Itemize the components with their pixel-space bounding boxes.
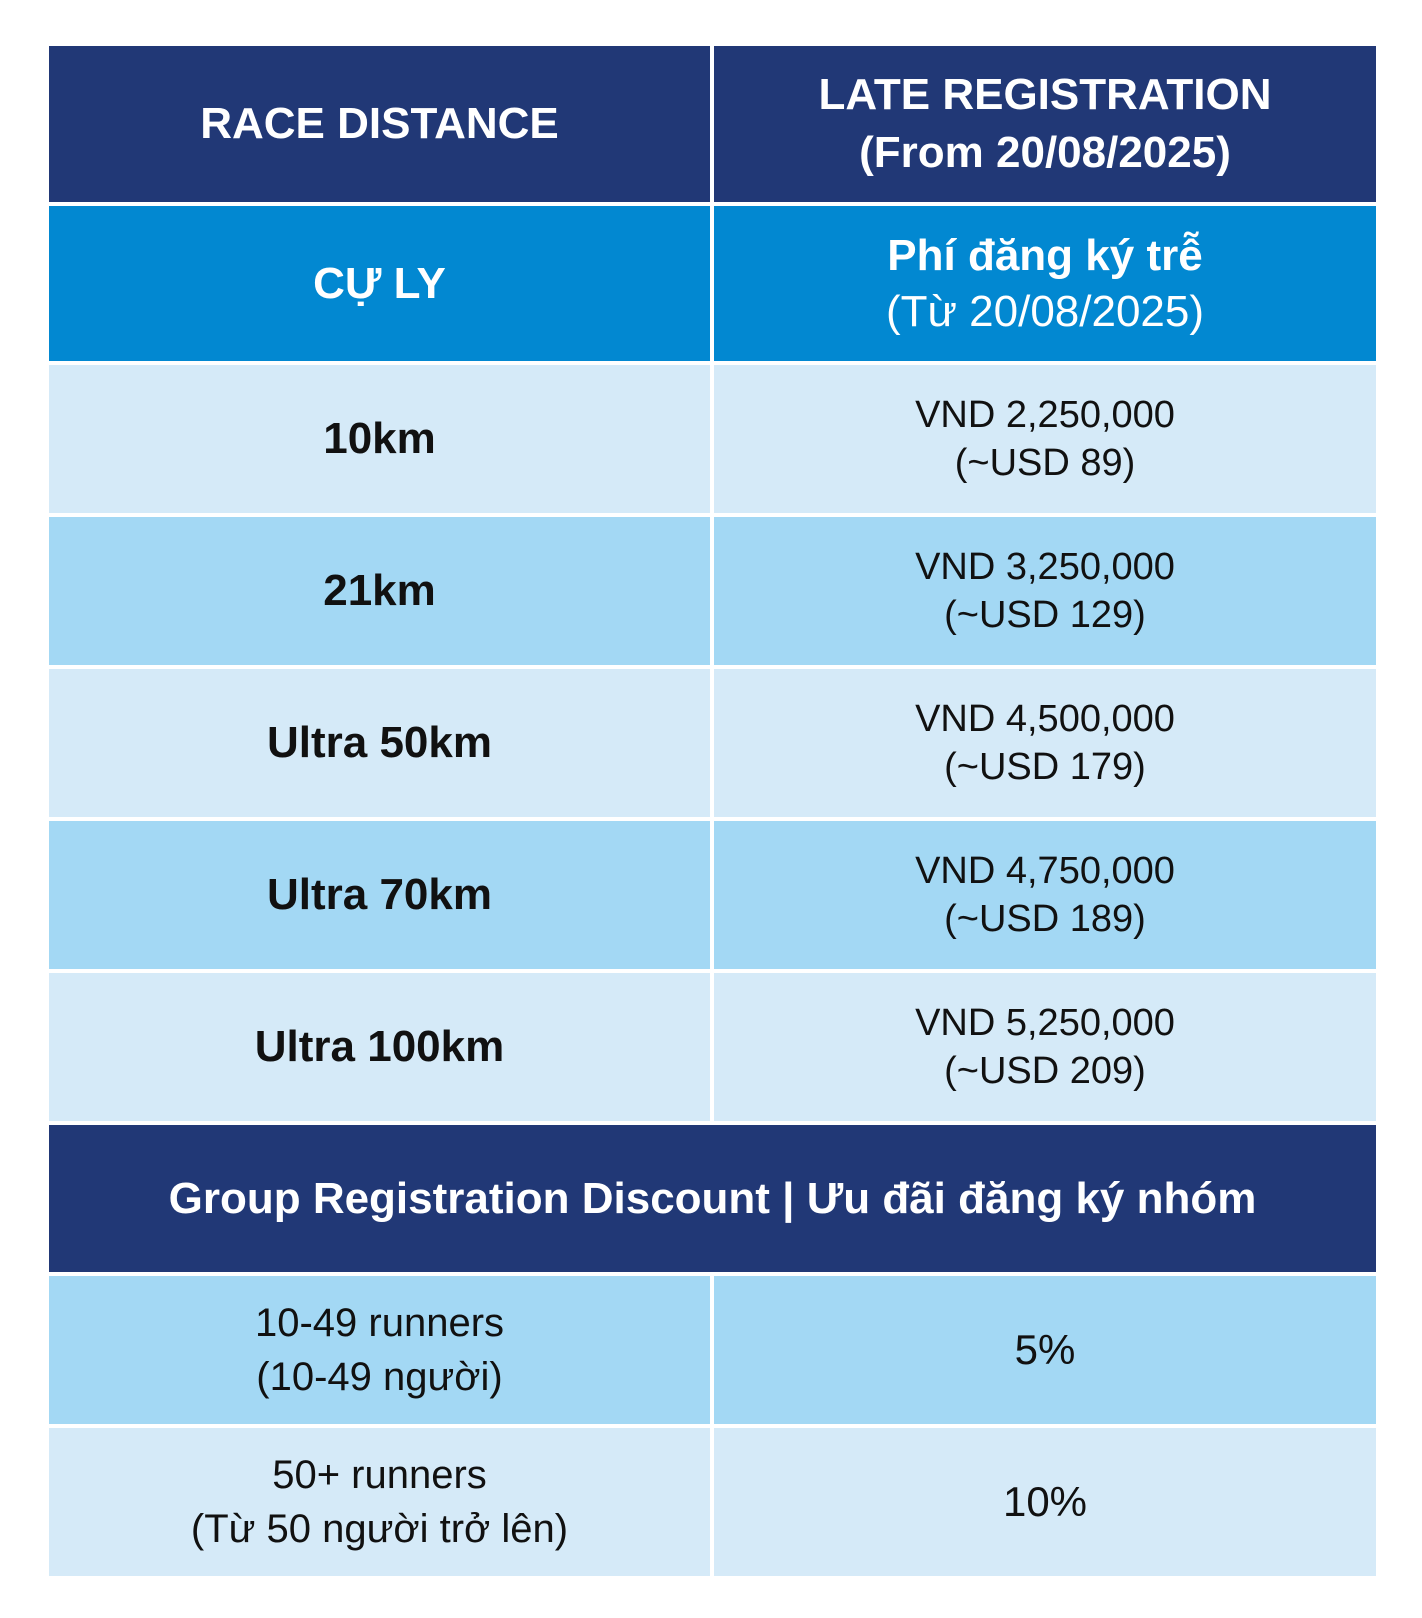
header-late-registration (714, 46, 1376, 202)
header-race-distance-text: RACE DISTANCE (200, 99, 559, 148)
price-cell (714, 973, 1376, 1121)
group-discount-header-row (49, 1125, 1376, 1272)
group-discount-title-cell (49, 1125, 1376, 1272)
price-cell (714, 669, 1376, 817)
group-tier-cell (49, 1276, 710, 1424)
price-usd: (~USD 129) (944, 594, 1146, 636)
table-row (49, 1276, 1376, 1424)
price-vnd: VND 3,250,000 (915, 546, 1175, 588)
price-cell (714, 821, 1376, 969)
distance-cell (49, 669, 710, 817)
distance-label: 21km (323, 566, 436, 615)
header-late-registration-date: (From 20/08/2025) (859, 128, 1231, 177)
price-vnd: VND 4,500,000 (915, 698, 1175, 740)
distance-label: Ultra 100km (254, 1022, 505, 1071)
price-cell (714, 365, 1376, 513)
table-row (49, 669, 1376, 817)
group-discount-cell (714, 1428, 1376, 1576)
distance-cell (49, 821, 710, 969)
group-discount-value: 10% (1002, 1478, 1088, 1525)
distance-label: 10km (323, 414, 436, 463)
group-tier-label-en: 10-49 runners (254, 1301, 505, 1345)
group-discount-value: 5% (1014, 1326, 1076, 1373)
price-usd: (~USD 89) (954, 442, 1136, 484)
header-late-registration-title: LATE REGISTRATION (818, 70, 1272, 119)
distance-label: Ultra 70km (266, 870, 492, 919)
distance-cell (49, 517, 710, 665)
group-discount-title: Group Registration Discount | Ưu đãi đăng ký nhóm (168, 1173, 1257, 1223)
price-vnd: VND 5,250,000 (915, 1002, 1175, 1044)
header-phi-dang-ky-tre (714, 206, 1376, 361)
table-row (49, 365, 1376, 513)
table-row (49, 1428, 1376, 1576)
distance-cell (49, 973, 710, 1121)
header-cu-ly-text: CỰ LY (313, 258, 446, 308)
header-race-distance (49, 46, 710, 202)
group-tier-label-en: 50+ runners (272, 1453, 487, 1497)
header-row-vietnamese (49, 206, 1376, 361)
header-phi-dang-ky-tre-title: Phí đăng ký trễ (887, 230, 1203, 280)
group-tier-label-vi: (10-49 người) (256, 1355, 503, 1399)
price-usd: (~USD 179) (944, 746, 1146, 788)
group-tier-cell (49, 1428, 710, 1576)
price-usd: (~USD 209) (944, 1050, 1146, 1092)
distance-cell (49, 365, 710, 513)
price-usd: (~USD 189) (944, 898, 1146, 940)
header-phi-dang-ky-tre-date: (Từ 20/08/2025) (885, 286, 1205, 336)
group-tier-label-vi: (Từ 50 người trở lên) (190, 1507, 569, 1551)
table-row (49, 821, 1376, 969)
price-cell (714, 517, 1376, 665)
header-row-english (49, 46, 1376, 202)
price-vnd: VND 2,250,000 (915, 394, 1175, 436)
table-row (49, 973, 1376, 1121)
late-registration-table (49, 46, 1376, 1580)
table-row (49, 517, 1376, 665)
group-discount-cell (714, 1276, 1376, 1424)
distance-label: Ultra 50km (266, 718, 492, 767)
header-cu-ly (49, 206, 710, 361)
price-vnd: VND 4,750,000 (915, 850, 1175, 892)
